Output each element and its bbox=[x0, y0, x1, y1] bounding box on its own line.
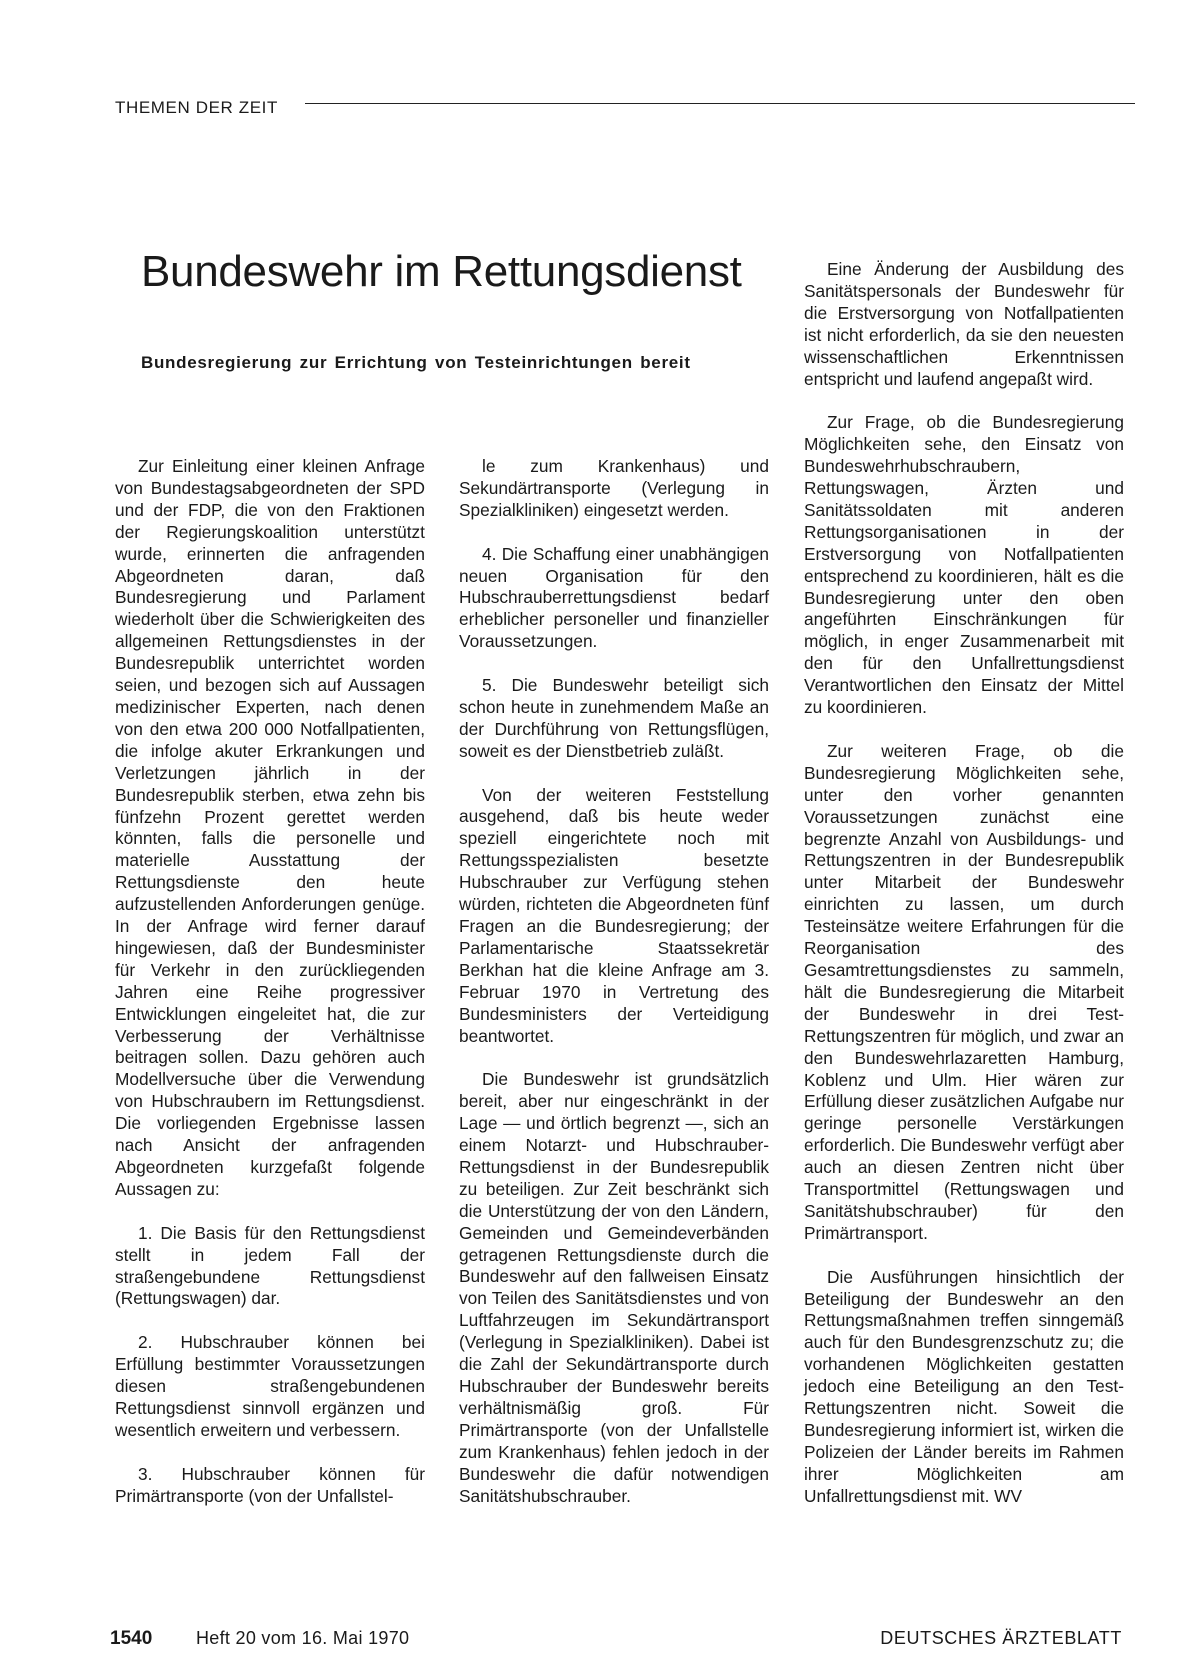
text-column-2 bbox=[459, 456, 769, 1507]
header-rule bbox=[305, 103, 1135, 104]
paragraph-point-1: 1. Die Basis für den Rettungsdienst stellt in jedem Fall der straßengebundene Rettungsdienst (Rettungswagen) dar. bbox=[115, 1222, 425, 1309]
paragraph-point-3-continued: le zum Krankenhaus) und Sekundärtransporte (Verlegung in Spezialkliniken) eingesetzt werden. bbox=[459, 456, 769, 520]
paragraph-point-3: 3. Hubschrauber können für Primärtransporte (von der Unfallstel- bbox=[115, 1463, 425, 1506]
paragraph-point-4: 4. Die Schaffung einer unabhängigen neuen Organisation für den Hubschrauberrettungsdienst bedarf erheblicher personeller und finanzieller Voraussetzungen. bbox=[459, 543, 769, 652]
journal-name: DEUTSCHES ÄRZTEBLATT bbox=[880, 1628, 1122, 1648]
paragraph-questions: Von der weiteren Feststellung ausgehend, daß bis heute weder speziell eingerichtete noch mit Rettungsspezialisten besetzte Hubschrauber zur Verfügung stehen würden, richteten die Abgeordneten fünf Fragen an die Bundesregierung; der Parlamentarische Staatssekretär Berkhan hat die kleine Anfrage am 3. Februar 1970 in Vertretung des Bundesministers der Verteidigung beantwortet. bbox=[459, 784, 769, 1046]
paragraph-coordination: Zur Frage, ob die Bundesregierung Möglichkeiten sehe, den Einsatz von Bundeswehrhubschraubern, Rettungswagen, Ärzten und Sanitätssoldaten mit anderen Rettungsorganisationen in der Erstversorgung von Notfallpatienten entsprechend zu koordinieren, hält es die Bundesregierung unter den oben angeführten Einschränkungen für möglich, in enger Zusammenarbeit mit den für den Unfallrettungsdienst Verantwortlichen den Einsatz der Mittel zu koordinieren. bbox=[804, 412, 1124, 718]
paragraph-training: Eine Änderung der Ausbildung des Sanitätspersonals der Bundeswehr für die Erstversorgung von Notfallpatienten ist nicht erforderlich, da sie den neuesten wissenschaftlichen Erkenntnissen entspricht und laufend angepaßt wird. bbox=[804, 259, 1124, 389]
section-label: THEMEN DER ZEIT bbox=[115, 98, 278, 117]
paragraph-test-centers: Zur weiteren Frage, ob die Bundesregierung Möglichkeiten sehe, unter den vorher genannten Voraussetzungen zunächst eine begrenzte Anzahl von Ausbildungs- und Rettungszentren in der Bundesrepublik unter Mitarbeit der Bundeswehr einrichten zu lassen, um durch Testeinsätze weitere Erfahrungen für die Reorganisation des Gesamtrettungsdienstes zu sammeln, hält die Bundesregierung die Mitarbeit der Bundeswehr in drei Test-Rettungszentren für möglich, und zwar an den Bundeswehrlazaretten Hamburg, Koblenz und Ulm. Hier wären zur Erfüllung dieser zusätzlichen Aufgabe nur geringe personelle Verstärkungen erforderlich. Die Bundeswehr verfügt aber auch an diesen Zentren nicht über Transportmittel (Rettungswagen und Sanitätshubschrauber) für den Primärtransport. bbox=[804, 740, 1124, 1243]
paragraph-intro: Zur Einleitung einer kleinen Anfrage von Bundestagsabgeordneten der SPD und der FDP, die von den Fraktionen der Regierungskoalition unterstützt wurde, erinnerten die anfragenden Abgeordneten daran, daß Bundesregierung und Parlament wiederholt über die Schwierigkeiten des allgemeinen Rettungsdienstes in der Bundesrepublik unterrichtet worden seien, und bezogen sich auf Aussagen medizinischer Experten, nach denen von den etwa 200 000 Notfallpatienten, die infolge akuter Erkrankungen und Verletzungen jährlich in der Bundesrepublik sterben, etwa zehn bis fünfzehn Prozent gerettet werden könnten, falls die personelle und materielle Ausstattung der Rettungsdienste den heute aufzustellenden Anforderungen genüge. In der Anfrage wird ferner darauf hingewiesen, daß der Bundesminister für Verkehr in den zurückliegenden Jahren eine Reihe progressiver Entwicklungen eingeleitet hat, die zur Verbesserung der Verhältnisse beitragen sollen. Dazu gehören auch Modellversuche über die Verwendung von Hubschraubern im Rettungsdienst. Die vorliegenden Ergebnisse lassen nach Ansicht der anfragenden Abgeordneten kurzgefaßt folgende Aussagen zu: bbox=[115, 456, 425, 1199]
page-number: 1540 bbox=[110, 1628, 153, 1649]
article-title: Bundeswehr im Rettungsdienst bbox=[141, 247, 742, 296]
text-column-1 bbox=[115, 456, 425, 1507]
paragraph-point-2: 2. Hubschrauber können bei Erfüllung bestimmter Voraussetzungen diesen straßengebundenen Rettungsdienst sinnvoll ergänzen und wesentlich erweitern und verbessern. bbox=[115, 1332, 425, 1440]
article-subtitle: Bundesregierung zur Errichtung von Testeinrichtungen bereit bbox=[141, 353, 691, 372]
text-column-3 bbox=[804, 259, 1124, 1508]
issue-info: Heft 20 vom 16. Mai 1970 bbox=[196, 1628, 410, 1648]
paragraph-answer: Die Bundeswehr ist grundsätzlich bereit, aber nur eingeschränkt in der Lage — und örtlich begrenzt —, sich an einem Notarzt- und Hubschrauber-Rettungsdienst in der Bundesrepublik zu beteiligen. Zur Zeit beschränkt sich die Unterstützung der von den Ländern, Gemeinden und Gemeindeverbänden getragenen Rettungsdienste durch die Bundeswehr auf den fallweisen Einsatz von Teilen des Sanitätsdienstes und von Luftfahrzeugen im Sekundärtransport (Verlegung in Spezialkliniken). Dabei ist die Zahl der Sekundärtransporte durch Hubschrauber der Bundeswehr bereits verhältnismäßig groß. Für Primärtransporte (von der Unfallstelle zum Krankenhaus) fehlen jedoch in der Bundeswehr die dafür notwendigen Sanitätshubschrauber. bbox=[459, 1069, 769, 1506]
paragraph-border-guard: Die Ausführungen hinsichtlich der Beteiligung der Bundeswehr an den Rettungsmaßnahmen treffen sinngemäß auch für den Bundesgrenzschutz zu; die vorhandenen Möglichkeiten gestatten jedoch eine Beteiligung an den Test-Rettungszentren nicht. Soweit die Bundesregierung informiert ist, wirken die Polizeien der Länder bereits im Rahmen ihrer Möglichkeiten am Unfallrettungsdienst mit. WV bbox=[804, 1266, 1124, 1506]
paragraph-point-5: 5. Die Bundeswehr beteiligt sich schon heute in zunehmendem Maße an der Durchführung von Rettungsflügen, soweit es der Dienstbetrieb zuläßt. bbox=[459, 675, 769, 761]
